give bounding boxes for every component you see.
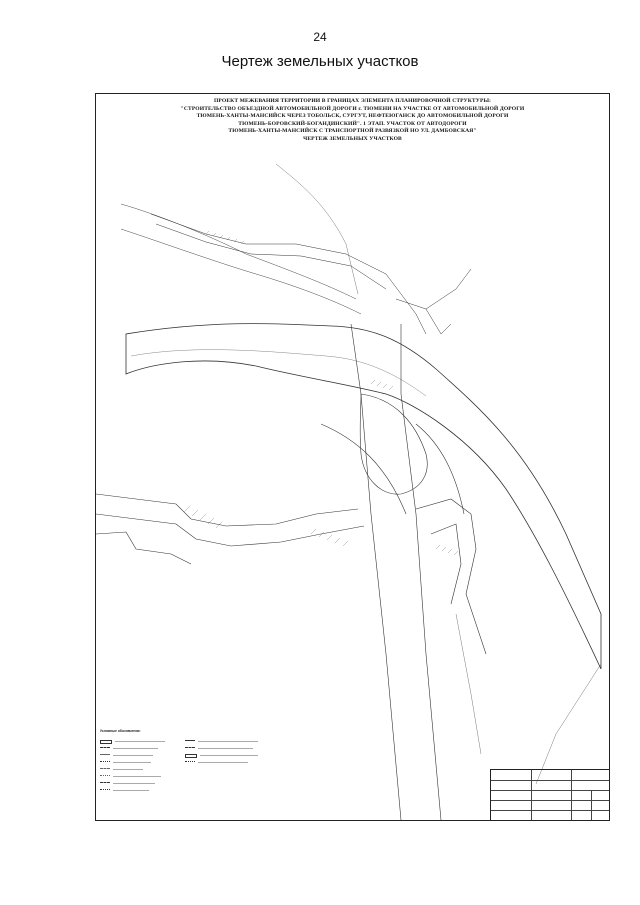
dense-parcels <box>184 231 458 555</box>
legend-swatch <box>100 782 110 786</box>
northwest-diagonal <box>276 164 358 294</box>
legend-item <box>100 745 180 752</box>
south-line <box>456 614 481 754</box>
legend-item <box>100 787 180 794</box>
legend-item <box>100 773 180 780</box>
legend-item <box>185 738 265 745</box>
legend-swatch <box>100 775 110 779</box>
north-road-edge <box>121 229 361 314</box>
legend-swatch <box>185 740 195 744</box>
legend-item <box>100 738 180 745</box>
legend-column <box>185 738 265 766</box>
legend <box>100 730 350 818</box>
legend-swatch <box>185 747 195 751</box>
legend-item <box>185 745 265 752</box>
title-block <box>490 769 609 820</box>
legend-title: Условные обозначения: <box>100 729 141 733</box>
drawing-sheet <box>95 93 610 821</box>
legend-item <box>185 752 265 759</box>
header-line: ТЮМЕНЬ-ХАНТЫ-МАНСИЙСК ЧЕРЕЗ ТОБОЛЬСК, СУРГУТ, НЕФТЕЮГАНСК ДО АВТОМОБИЛЬНОЙ ДОРОГИ <box>196 113 509 120</box>
legend-item <box>100 752 180 759</box>
document-title: Чертеж земельных участков <box>221 53 419 70</box>
east-arm <box>416 499 486 654</box>
legend-swatch <box>100 754 110 758</box>
south-east-line <box>536 664 601 784</box>
header-line: ТЮМЕНЬ-БОРОВСКИЙ-БОГАНДИНСКИЙ". 1 ЭТАП. УЧАСТОК ОТ АВТОДОРОГИ <box>238 120 467 127</box>
legend-swatch <box>100 768 110 772</box>
header-line: ПРОЕКТ МЕЖЕВАНИЯ ТЕРРИТОРИИ В ГРАНИЦАХ ЭЛЕМЕНТА ПЛАНИРОВОЧНОЙ СТРУКТУРЫ: <box>213 98 492 104</box>
river-inner-line <box>131 350 426 396</box>
page-number: 24 <box>313 30 327 44</box>
land-plot-map <box>96 94 609 820</box>
legend-swatch <box>100 789 110 793</box>
river-band <box>126 324 601 669</box>
legend-item <box>100 780 180 787</box>
header-line: ТЮМЕНЬ-ХАНТЫ-МАНСИЙСК С ТРАНСПОРТНОЙ РАЗВЯЗКОЙ НО УЛ. ДАМБОВСКАЯ" <box>228 128 477 135</box>
legend-swatch <box>100 747 110 751</box>
legend-swatch <box>100 740 112 744</box>
legend-column <box>100 738 180 794</box>
legend-swatch <box>185 754 197 758</box>
header-line: ЧЕРТЕЖ ЗЕМЕЛЬНЫХ УЧАСТКОВ <box>303 135 402 142</box>
legend-item <box>100 766 180 773</box>
header-line: "СТРОИТЕЛЬСТВО ОБЪЕЗДНОЙ АВТОМОБИЛЬНОЙ ДОРОГИ г. ТЮМЕНИ НА УЧАСТКЕ ОТ АВТОМОБИЛЬНОЙ ДОРОГИ <box>180 105 525 112</box>
legend-swatch <box>185 761 195 765</box>
north-road <box>121 204 356 299</box>
west-arm <box>96 494 364 564</box>
legend-item <box>185 759 265 766</box>
sheet-header <box>96 98 609 144</box>
legend-item <box>100 759 180 766</box>
north-plot-cluster <box>151 214 471 334</box>
legend-swatch <box>100 761 110 765</box>
